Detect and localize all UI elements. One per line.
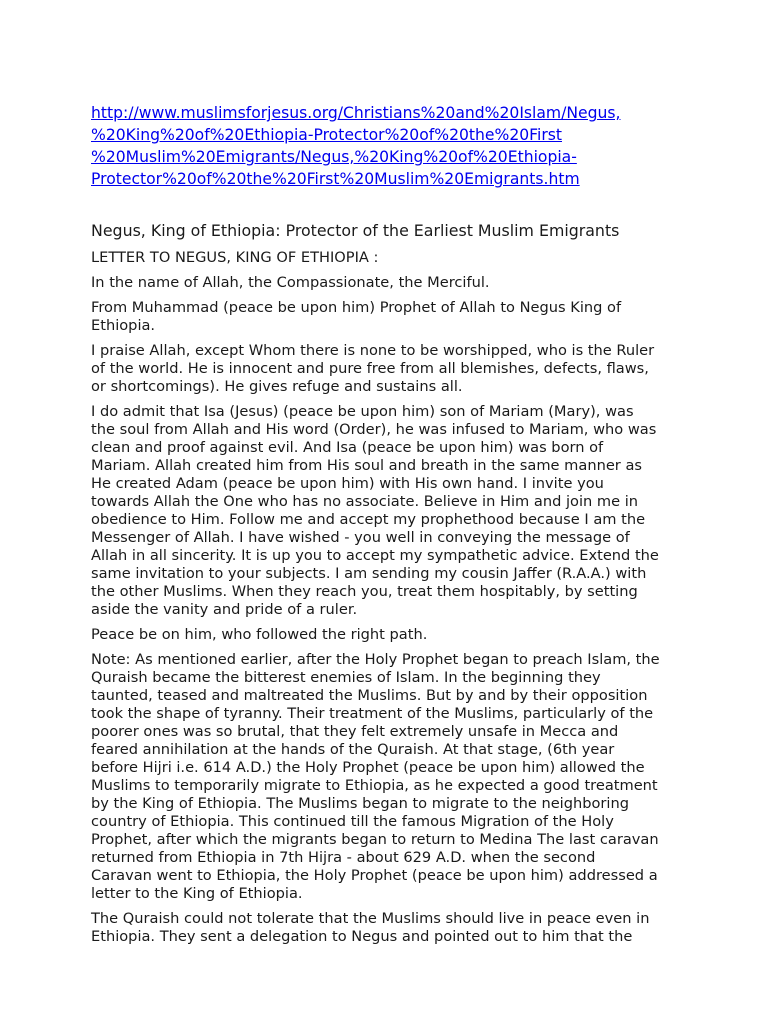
paragraph-invocation: In the name of Allah, the Compassionate, the Merciful. (91, 274, 490, 291)
paragraph-letter-body: I do admit that Isa (Jesus) (peace be upon him) son of Mariam (Mary), was the soul from Allah and His word (Order), he was infused to Mariam, who was clean and proof against evil. And Isa (peace be upon him) was born of Mariam. Allah created him from His soul and breath in the same manner as He created Adam (peace be upon him) with His own hand. I invite you towards Allah the One who has no associate. Believe in Him and join me in obedience to Him. Follow me and accept my prophethood because I am the Messenger of Allah. I have wished - you well in conveying the message of Allah in all sincerity. It is up you to accept my sympathetic advice. Extend the same invitation to your subjects. I am sending my cousin Jaffer (R.A.A.) with the other Muslims. When they reach you, treat them hospitably, by setting aside the vanity and pride of a ruler. (91, 403, 659, 618)
source-link[interactable]: http://www.muslimsforjesus.org/Christians%20and%20Islam/Negus, %20King%20of%20Ethiopia-Protector%20of%20the%20First %20Muslim%20Emigrants/Negus,%20King%20of%20Ethiopia- Protector%20of%20the%20First%20Muslim%20Emigrants.htm (91, 104, 621, 188)
paragraph-closing: Peace be on him, who followed the right path. (91, 626, 428, 643)
paragraph-note: Note: As mentioned earlier, after the Holy Prophet began to preach Islam, the Quraish became the bitterest enemies of Islam. In the beginning they taunted, teased and maltreated the Muslims. But by and by their opposition took the shape of tyranny. Their treatment of the Muslims, particularly of the poorer ones was so brutal, that they felt extremely unsafe in Mecca and feared annihilation at the hands of the Quraish. At that stage, (6th year before Hijri i.e. 614 A.D.) the Holy Prophet (peace be upon him) allowed the Muslims to temporarily migrate to Ethiopia, as he expected a good treatment by the King of Ethiopia. The Muslims began to migrate to the neighboring country of Ethiopia. This continued till the famous Migration of the Holy Prophet, after which the migrants began to return to Medina The last caravan returned from Ethiopia in 7th Hijra - about 629 A.D. when the second Caravan went to Ethiopia, the Holy Prophet (peace be upon him) addressed a letter to the King of Ethiopia. (91, 651, 660, 902)
paragraph-letter-heading: LETTER TO NEGUS, KING OF ETHIOPIA : (91, 249, 379, 266)
paragraph-from: From Muhammad (peace be upon him) Prophet of Allah to Negus King of Ethiopia. (91, 299, 622, 334)
document-title: Negus, King of Ethiopia: Protector of the Earliest Muslim Emigrants (91, 221, 620, 240)
paragraph-quraish: The Quraish could not tolerate that the Muslims should live in peace even in Ethiopia. They sent a delegation to Negus and pointed out to him that the (91, 910, 650, 945)
paragraph-praise: I praise Allah, except Whom there is none to be worshipped, who is the Ruler of the world. He is innocent and pure free from all blemishes, defects, flaws, or shortcomings). He gives refuge and sustains all. (91, 342, 655, 395)
document-page (91, 102, 691, 953)
